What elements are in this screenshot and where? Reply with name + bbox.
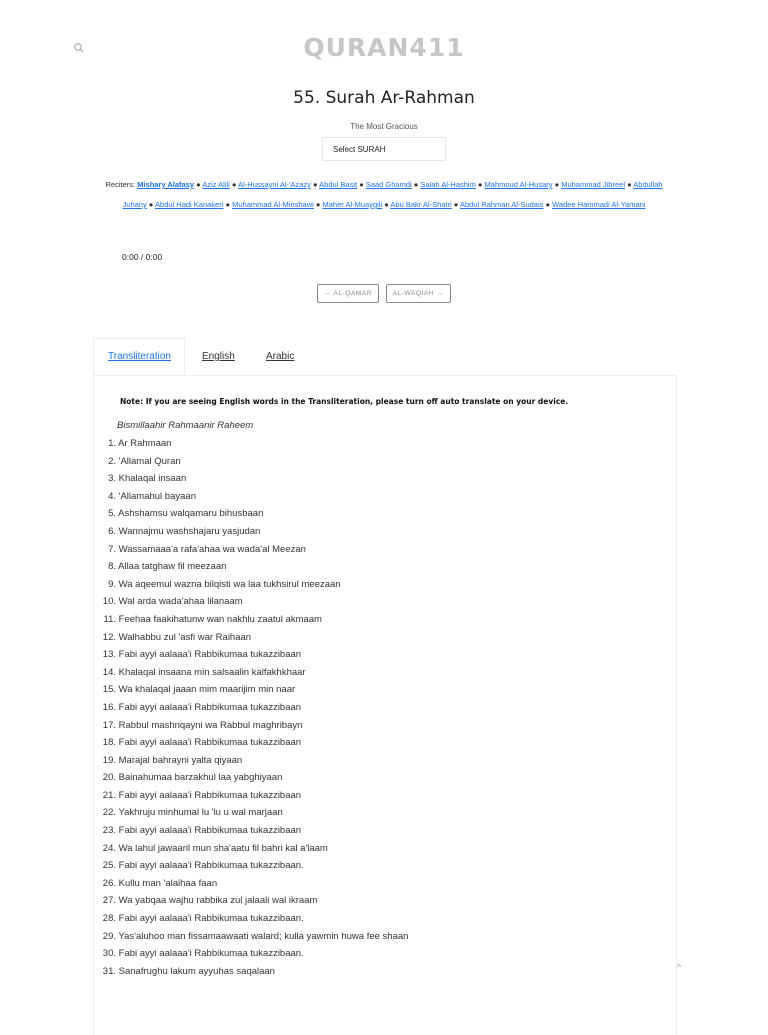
verse-number: 8. (108, 561, 116, 573)
surah-navigation (0, 282, 768, 303)
verse-text: Fabi ayyi aalaaa'i Rabbikumaa tukazzibaan. (118, 948, 304, 960)
reciter-link[interactable]: Salah Al-Hashim (420, 180, 476, 189)
verse-item (102, 910, 408, 928)
reciter-link[interactable]: Abdullah Juhany (122, 180, 663, 209)
verse-text: Kullu man 'alaihaa faan (118, 877, 218, 889)
reciter-link[interactable]: Mahmoud Al-Husary (484, 180, 553, 189)
verse-text: Wa khalaqal jaaan mim maarijim min naar (118, 684, 296, 696)
verse-item (102, 593, 408, 611)
verse-number: 13. (102, 649, 116, 661)
verse-number: 16. (102, 701, 116, 713)
reciters-list: Reciters: Mishary Alafasy ● Aziz Alili ● Al-Hussayni Al-'Azazy ● Abdul Basit ● Saad Ghamdi ● Salah Al-Hashim ● Mahmoud Al-Husary ● Muhammad Jibreel ● Abdullah Juhany ● Abdul Hadi Kanakeri ● Muhammad Al-Minshawi ● Maher Al-Muaygili ● Abu Bakr Al-Shatri ● Abdul Rahman Al-Sudais ● Wadee Hammadi Al-Yamani (105, 180, 663, 209)
verse-text: Wa aqeemul wazna bilqisti wa laa tukhsirul meezaan (118, 578, 341, 590)
verse-number: 25. (102, 860, 116, 872)
verse-number: 1. (108, 438, 116, 449)
verse-item (102, 945, 408, 963)
site-logo[interactable]: QURAN411 (303, 33, 465, 62)
verse-text: Fabi ayyi aalaaa'i Rabbikumaa tukazzibaan (118, 649, 302, 661)
verse-item (102, 541, 408, 559)
verse-number: 29. (102, 930, 116, 942)
verse-text: Wa lahul jawaaril mun sha'aatu fil bahri kal a'laam (118, 842, 328, 854)
verse-text: 'Allamal Quran (118, 455, 181, 467)
verse-number: 24. (102, 842, 116, 854)
verse-text: Fabi ayyi aalaaa'i Rabbikumaa tukazzibaan (118, 737, 302, 749)
verse-number: 10. (102, 596, 116, 608)
reciters-label: Reciters: (105, 180, 136, 189)
reciter-link[interactable]: Mishary Alafasy (137, 180, 195, 189)
verse-text: Wassamaaa'a rafa'ahaa wa wada'al Meezan (118, 543, 306, 555)
verse-text: Fabi ayyi aalaaa'i Rabbikumaa tukazzibaan (118, 701, 302, 713)
verse-item (102, 804, 408, 822)
verse-text: Wannajmu washshajaru yasjudan (118, 525, 261, 537)
verse-text: Walhabbu zul 'asfi war Raihaan (118, 631, 252, 643)
reciter-link[interactable]: Maher Al-Muaygili (322, 200, 383, 209)
tab-bar (93, 338, 677, 374)
verse-text: Wa yabqaa wajhu rabbika zul jalaali wal ikraam (118, 895, 318, 907)
verse-item (102, 505, 408, 523)
verse-number: 15. (102, 684, 116, 696)
reciter-link[interactable]: Muhammad Jibreel (561, 180, 625, 189)
verse-item (102, 453, 408, 471)
verse-number: 27. (102, 895, 116, 907)
verse-text: Khalaqal insaan (118, 473, 187, 485)
verse-number: 12. (102, 631, 116, 643)
verse-text: Wal arda wada'ahaa lilanaam (118, 596, 243, 608)
verse-text: Rabbul mashriqayni wa Rabbul maghribayn (118, 719, 303, 731)
verse-number: 21. (102, 789, 116, 801)
reciter-link[interactable]: Abdul Basit (319, 180, 358, 189)
verse-item (102, 435, 408, 453)
verse-item (102, 664, 408, 682)
page-subtitle: The Most Gracious (350, 122, 418, 131)
verse-text: Yas'aluhoo man fissamaawaati walard; kulla yawmin huwa fee shaan (118, 930, 409, 942)
verse-item (102, 629, 408, 647)
verse-item (102, 611, 408, 629)
verse-text: Feehaa faakihatunw wan nakhlu zaatul akmaam (118, 613, 322, 625)
verse-number: 3. (108, 473, 116, 485)
verse-item (102, 857, 408, 875)
verse-text: Ashshamsu walqamaru bihusbaan (118, 508, 264, 520)
verse-item (102, 963, 408, 981)
verse-text: Bainahumaa barzakhul laa yabghiyaan (118, 772, 283, 784)
chevron-up-icon[interactable]: ^ (677, 962, 682, 972)
verse-number: 6. (108, 525, 116, 537)
prev-surah-button[interactable]: ← AL-QAMAR (317, 284, 379, 303)
reciter-link[interactable]: Aziz Alili (202, 180, 230, 189)
verse-item (102, 470, 408, 488)
verse-item (102, 875, 408, 893)
verse-text: Marajal bahrayni yalta qiyaan (118, 754, 243, 766)
verse-item (102, 769, 408, 787)
verse-text: Yakhruju minhumal lu 'lu u wal marjaan (118, 807, 283, 819)
verse-number: 17. (102, 719, 116, 731)
verse-number: 26. (102, 877, 116, 889)
verse-list (102, 435, 408, 980)
reciter-link[interactable]: Muhammad Al-Minshawi (232, 200, 314, 209)
surah-select[interactable]: Select SURAH (322, 137, 446, 161)
verse-number: 9. (108, 578, 116, 590)
reciter-link[interactable]: Saad Ghamdi (365, 180, 412, 189)
verse-item (102, 488, 408, 506)
verse-text: Sanafrughu lakum ayyuhas saqalaan (118, 965, 275, 977)
reciter-link[interactable]: Abu Bakr Al-Shatri (390, 200, 452, 209)
reciter-link[interactable]: Abdul Rahman Al-Sudais (460, 200, 544, 209)
verse-item (102, 576, 408, 594)
verse-item (102, 681, 408, 699)
verse-text: Fabi ayyi aalaaa'i Rabbikumaa tukazzibaan. (118, 860, 304, 872)
bismillah: Bismillaahir Rahmaanir Raheem (117, 420, 254, 431)
verse-text: Fabi ayyi aalaaa'i Rabbikumaa tukazzibaan (118, 789, 302, 801)
verse-number: 2. (108, 455, 116, 467)
verse-text: Allaa tatghaw fil meezaan (118, 561, 227, 573)
tab-arabic[interactable]: Arabic (266, 351, 295, 362)
verse-text: Fabi ayyi aalaaa'i Rabbikumaa tukazzibaan (118, 825, 302, 837)
verse-item (102, 523, 408, 541)
verse-item (102, 646, 408, 664)
reciter-link[interactable]: Wadee Hammadi Al-Yamani (552, 200, 646, 209)
verse-item (102, 752, 408, 770)
translate-note: Note: If you are seeing English words in the Transliteration, please turn off auto translate on your device. (120, 397, 569, 406)
verse-text: Khalaqal insaana min salsaalin kalfakhkhaar (118, 666, 306, 678)
verse-text: 'Allamahul bayaan (118, 490, 196, 502)
audio-player-time[interactable]: 0:00 / 0:00 (122, 252, 163, 262)
verse-item (102, 734, 408, 752)
verse-number: 5. (108, 508, 116, 520)
reciter-link[interactable]: Abdul Hadi Kanakeri (155, 200, 224, 209)
verse-item (102, 840, 408, 858)
verse-number: 30. (102, 948, 116, 960)
page-title: 55. Surah Ar-Rahman (293, 88, 475, 108)
verse-number: 23. (102, 825, 116, 837)
verse-number: 7. (108, 543, 116, 555)
verse-number: 14. (102, 666, 116, 678)
verse-number: 11. (103, 613, 116, 625)
verse-item (102, 928, 408, 946)
verse-number: 31. (102, 965, 116, 977)
tab-english[interactable]: English (202, 351, 235, 362)
verse-text: Fabi ayyi aalaaa'i Rabbikumaa tukazzibaan. (118, 913, 304, 925)
verse-item (102, 822, 408, 840)
verse-text: Ar Rahmaan (118, 438, 172, 449)
verse-number: 28. (102, 913, 116, 925)
verse-item (102, 558, 408, 576)
reciter-link[interactable]: Al-Hussayni Al-'Azazy (238, 180, 311, 189)
verse-number: 18. (102, 737, 116, 749)
verse-item (102, 787, 408, 805)
next-surah-button[interactable]: AL-WAQIAH → (386, 284, 451, 303)
verse-item (102, 892, 408, 910)
verse-number: 20. (102, 772, 116, 784)
tab-transliteration[interactable]: Transliteration (108, 351, 171, 362)
verse-item (102, 699, 408, 717)
verse-number: 4. (108, 490, 116, 502)
verse-number: 19. (102, 754, 116, 766)
verse-item (102, 717, 408, 735)
verse-number: 22. (102, 807, 116, 819)
